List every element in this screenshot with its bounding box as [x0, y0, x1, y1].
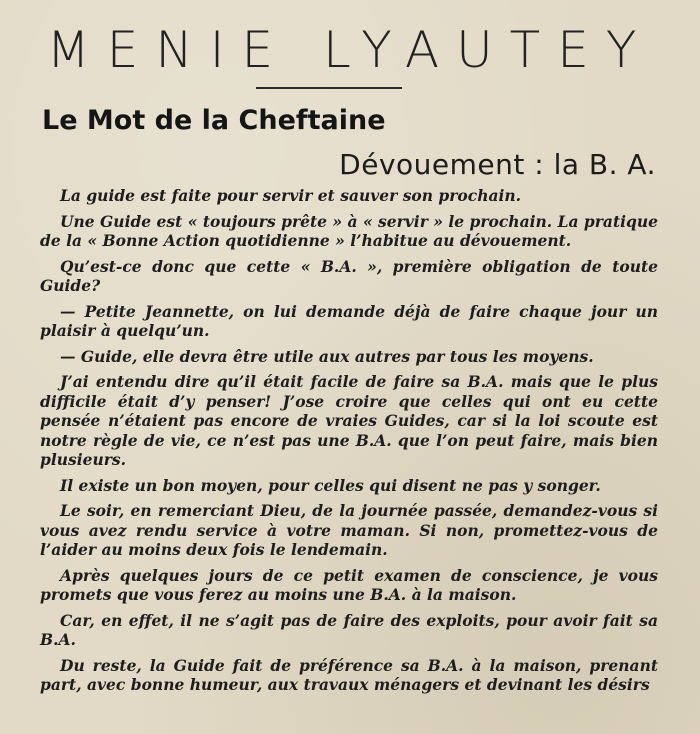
article-paragraph: J’ai entendu dire qu’il était facile de faire sa B.A. mais que le plus difficile était d’y penser! J’ose croire que celles qui ont eu cette pensée n’étaient pas encore de vraies Guides, car si la loi scoute est notre règle de vie, ce n’est pas une B.A. que l’on peut faire, mais bien plusieurs.	[40, 372, 658, 469]
article-body	[40, 186, 658, 701]
masthead-title: MENIE LYAUTEY	[46, 21, 654, 79]
title-divider	[256, 87, 402, 89]
article-paragraph: Il existe un bon moyen, pour celles qui disent ne pas y songer.	[60, 475, 601, 495]
article-paragraph: La guide est faite pour servir et sauver son prochain.	[60, 186, 522, 205]
article-paragraph: Car, en effet, il ne s’agit pas de faire des exploits, pour avoir fait sa B.A.	[40, 610, 658, 649]
article-subtitle: Dévouement : la B. A.	[339, 148, 656, 181]
article-paragraph: Du reste, la Guide fait de préférence sa B.A. à la maison, prenant part, avec bonne humeur, aux travaux ménagers et devinant les désirs	[40, 655, 658, 694]
article-paragraph: — Guide, elle devra être utile aux autres par tous les moyens.	[60, 346, 594, 366]
article-paragraph: — Petite Jeannette, on lui demande déjà de faire chaque jour un plaisir à quelqu’un.	[40, 301, 658, 340]
article-paragraph: Le soir, en remerciant Dieu, de la journée passée, demandez-vous si vous avez rendu service à votre maman. Si non, promettez-vous de l’aider au moins deux fois le lendemain.	[40, 501, 658, 559]
article-paragraph: Qu’est-ce donc que cette « B.A. », première obligation de toute Guide?	[40, 256, 658, 295]
article-paragraph: Après quelques jours de ce petit examen de conscience, je vous promets que vous ferez au moins une B.A. à la maison.	[40, 565, 658, 604]
column-title: Le Mot de la Cheftaine	[42, 105, 386, 136]
article-paragraph: Une Guide est « toujours prête » à « servir » le prochain. La pratique de la « Bonne Action quotidienne » l’habitue au dévouement.	[40, 211, 658, 250]
